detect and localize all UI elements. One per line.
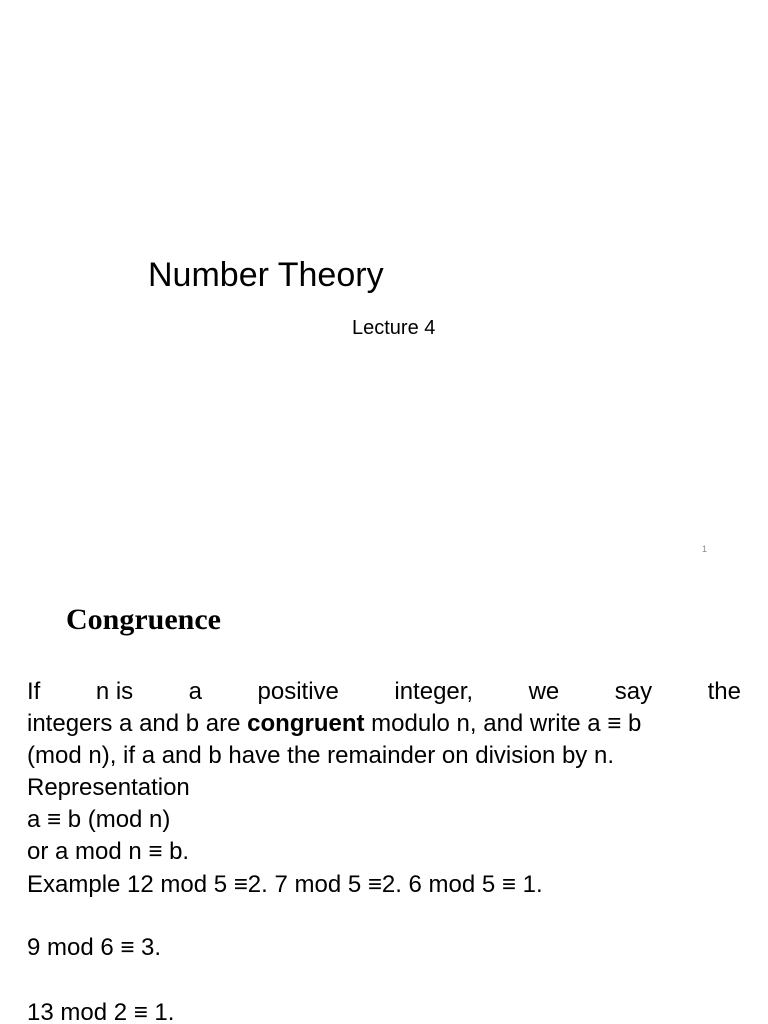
example-line: 13 mod 2 ≡ 1.	[27, 999, 175, 1024]
example-line: 9 mod 6 ≡ 3.	[27, 934, 162, 961]
paragraph-word: a	[188, 678, 203, 705]
paragraph-word: n is	[95, 678, 134, 705]
congruent-term: congruent	[247, 710, 365, 737]
slide-title: Number Theory	[148, 256, 384, 294]
paragraph-line-3: (mod n), if a and b have the remainder on division by n.	[27, 742, 614, 769]
slide-number: 1	[702, 544, 708, 554]
justified-line	[27, 676, 741, 708]
paragraph-word: say	[614, 678, 653, 705]
paragraph-word: integer,	[394, 678, 474, 705]
example-line: Example 12 mod 5 ≡2. 7 mod 5 ≡2. 6 mod 5 ≡ 1.	[27, 871, 543, 898]
paragraph-text: modulo n, and write a ≡ b	[364, 710, 642, 737]
representation-formula: a ≡ b (mod n)	[27, 806, 171, 833]
paragraph-text: integers a and b are	[27, 710, 248, 737]
paragraph-word: we	[528, 678, 560, 705]
paragraph-word: positive	[257, 678, 339, 705]
paragraph-word: If	[27, 678, 41, 705]
paragraph-line-2	[27, 708, 741, 740]
slide-subtitle: Lecture 4	[352, 317, 436, 339]
representation-alt: or a mod n ≡ b.	[27, 838, 190, 865]
representation-label: Representation	[27, 774, 190, 801]
section-heading: Congruence	[66, 603, 221, 636]
paragraph-line-1	[27, 676, 741, 708]
paragraph-word: the	[707, 678, 741, 705]
